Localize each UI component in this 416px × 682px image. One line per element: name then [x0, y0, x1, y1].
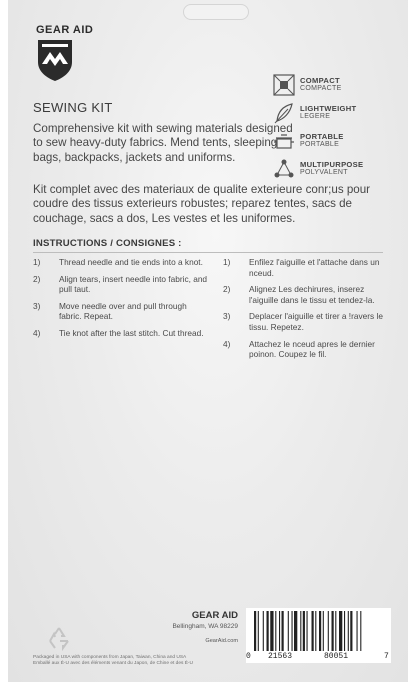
description-en: Comprehensive kit with sewing materials designed to sew heavy-duty fabrics. Mend tents, sleeping bags, backpacks, jackets and uniforms.	[33, 122, 293, 164]
barcode-digit-group: 7	[384, 652, 389, 661]
barcode-bar	[258, 611, 259, 651]
instructions-en	[33, 257, 208, 345]
brand-logo	[36, 24, 96, 82]
packaging-note	[33, 655, 233, 667]
barcode-digit-group: 80051	[324, 652, 349, 661]
company-name: GEAR AID	[191, 610, 238, 621]
instruction-step	[223, 284, 393, 305]
barcode-bar	[323, 611, 324, 651]
barcode-bar	[267, 611, 269, 651]
step-text: Align tears, insert needle into fabric, and pull taut.	[59, 273, 208, 295]
step-number: 3)	[223, 311, 231, 322]
barcode-bar	[288, 611, 289, 651]
step-text: Attachez le nceud apres le dernier poinon. Coupez le fil.	[249, 338, 375, 360]
barcode-bar	[332, 611, 334, 651]
step-number: 1)	[223, 257, 231, 267]
instruction-step	[33, 257, 208, 268]
instruction-step	[33, 274, 208, 295]
step-number: 4)	[33, 327, 41, 338]
barcode-bar	[292, 611, 293, 651]
barcode-bar	[335, 611, 336, 651]
hang-hole	[183, 4, 249, 20]
instruction-step	[33, 328, 208, 339]
instruction-step	[223, 311, 393, 332]
step-text: Enfilez l'aiguille et l'attache dans un nceud.	[249, 257, 380, 278]
barcode-bar	[328, 611, 329, 651]
feature-compact	[273, 74, 408, 102]
barcode-bar	[312, 611, 314, 651]
instruction-step	[33, 301, 208, 322]
barcode	[246, 608, 391, 663]
compact-icon	[273, 74, 295, 96]
barcode-bar	[357, 611, 358, 651]
step-text: Deplacer l'aiguille et tirer a !ravers le tissu. Repetez.	[249, 311, 383, 332]
instruction-step	[223, 257, 393, 278]
step-text: Move needle over and pull through fabric. Repeat.	[59, 300, 187, 322]
feature-lightweight	[273, 102, 408, 130]
barcode-bars	[252, 611, 385, 651]
barcode-bar	[263, 611, 264, 651]
pot-icon	[273, 130, 295, 152]
feature-label-fr: LEGERE	[300, 113, 331, 120]
barcode-digit-group: 0	[246, 652, 251, 661]
company-address	[158, 610, 238, 644]
barcode-bar	[339, 611, 342, 651]
step-text: Thread needle and tie ends into a knot.	[59, 257, 203, 267]
barcode-bar	[350, 611, 352, 651]
barcode-bar	[294, 611, 297, 651]
instructions-fr	[223, 257, 393, 366]
feature-label: PORTABLE	[300, 132, 344, 141]
barcode-bar	[315, 611, 316, 651]
step-number: 1)	[33, 257, 41, 267]
barcode-bar	[275, 611, 276, 651]
barcode-bar	[307, 611, 308, 651]
packaging-line-en: Packaged in USA with components from Japan, Taiwan, China and USA	[33, 655, 187, 660]
barcode-bar	[279, 611, 280, 651]
brand-logo-text: GEAR AID	[36, 24, 94, 36]
barcode-bar	[348, 611, 349, 651]
barcode-bar	[254, 611, 256, 651]
step-text: Tie knot after the last stitch. Cut thread.	[59, 327, 204, 338]
instruction-step	[223, 339, 393, 360]
description-fr: Kit complet avec des materiaux de qualite exterieure conr;us pour coudre des tissus exterieurs robustes; reparez tentes, sacs de couchage, sacs a dos, Les vestes et les uniformes.	[33, 183, 371, 225]
barcode-bar	[360, 611, 361, 651]
step-number: 2)	[223, 284, 231, 295]
feather-icon	[273, 102, 295, 124]
barcode-bar	[282, 611, 284, 651]
product-title: SEWING KIT	[33, 100, 113, 115]
packaging-line-fr: Emballé aux É-U avec des éléments venant du Japon, de Chine et des É-U	[33, 661, 193, 666]
instructions-title: INSTRUCTIONS / CONSIGNES :	[33, 238, 182, 249]
barcode-bar	[300, 611, 301, 651]
company-city: Bellingham, WA 98229	[172, 623, 238, 630]
feature-label-fr: POLYVALENT	[300, 169, 348, 176]
recycle-icon	[46, 625, 72, 651]
step-text: Alignez Les dechirures, inserez l'aiguille dans le tissu et tendez-la.	[249, 284, 375, 305]
step-number: 4)	[223, 338, 231, 349]
feature-label-fr: COMPACTE	[300, 85, 342, 92]
barcode-bar	[270, 611, 273, 651]
feature-label-fr: PORTABLE	[300, 141, 340, 148]
barcode-bar	[344, 611, 345, 651]
barcode-bar	[319, 611, 321, 651]
multipurpose-icon	[273, 158, 295, 180]
feature-multipurpose	[273, 158, 408, 186]
company-website: GearAid.com	[205, 638, 238, 644]
barcode-bar	[303, 611, 305, 651]
product-card	[8, 0, 408, 682]
barcode-digit-group: 21563	[268, 652, 293, 661]
feature-portable	[273, 130, 408, 158]
feature-label: MULTIPURPOSE	[300, 160, 364, 169]
step-number: 3)	[33, 300, 41, 311]
step-number: 2)	[33, 273, 41, 284]
feature-label: LIGHTWEIGHT	[300, 104, 357, 113]
feature-list	[273, 74, 408, 186]
mountain-shield-logo-icon	[36, 38, 74, 82]
feature-label: COMPACT	[300, 76, 340, 85]
divider	[33, 252, 383, 253]
